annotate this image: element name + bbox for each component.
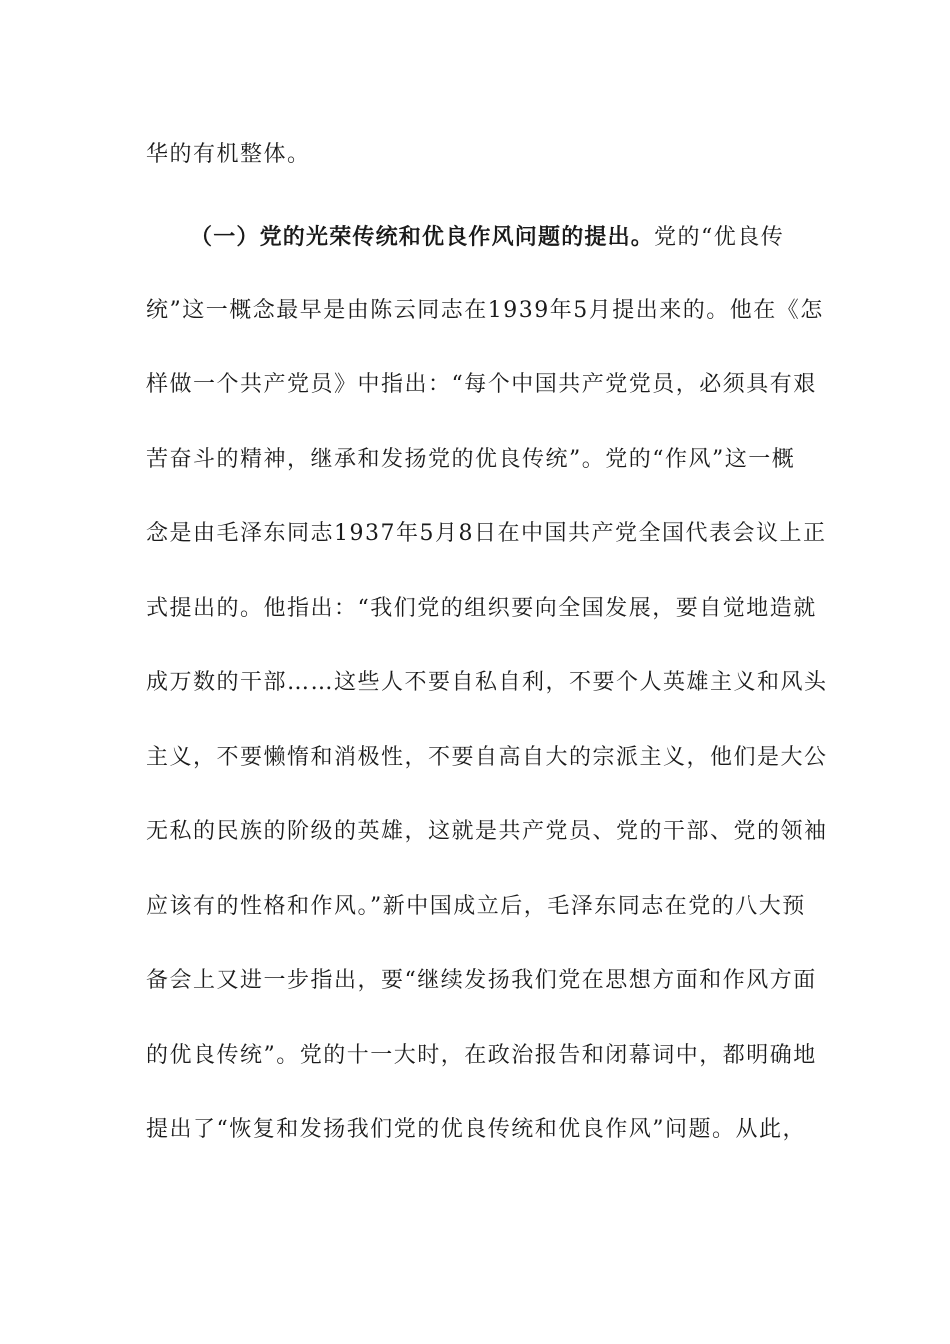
- body-line: 提出了“恢复和发扬我们党的优良传统和优良作风”问题。从此，: [146, 1117, 806, 1142]
- body-line: 苦奋斗的精神，继承和发扬党的优良传统”。党的“作风”这一概: [146, 447, 796, 472]
- body-line: 备会上又进一步指出，要“继续发扬我们党在思想方面和作风方面: [146, 968, 817, 993]
- body-line: 应该有的性格和作风。”新中国成立后，毛泽东同志在党的八大预: [146, 894, 806, 919]
- section-first-line: [190, 218, 806, 258]
- body-line: 样做一个共产党员》中指出：“每个中国共产党党员，必须具有艰: [146, 372, 817, 397]
- paragraph-continuation-line: 华的有机整体。: [146, 142, 311, 167]
- body-line: 成万数的干部……这些人不要自私自利，不要个人英雄主义和风头: [146, 670, 828, 695]
- body-line: 无私的民族的阶级的英雄，这就是共产党员、党的干部、党的领袖: [146, 819, 828, 844]
- body-line: 主义，不要懒惰和消极性，不要自高自大的宗派主义，他们是大公: [146, 745, 828, 770]
- body-line: 的优良传统”。党的十一大时，在政治报告和闭幕词中，都明确地: [146, 1043, 817, 1068]
- section-heading: （一）党的光荣传统和优良作风问题的提出。: [190, 225, 655, 250]
- body-line: 念是由毛泽东同志1937年5月8日在中国共产党全国代表会议上正: [146, 521, 827, 546]
- body-line: 式提出的。他指出：“我们党的组织要向全国发展，要自觉地造就: [146, 596, 817, 621]
- body-line: 统”这一概念最早是由陈云同志在1939年5月提出来的。他在《怎: [146, 298, 824, 323]
- section-first-line-text: 党的“优良传: [654, 225, 785, 250]
